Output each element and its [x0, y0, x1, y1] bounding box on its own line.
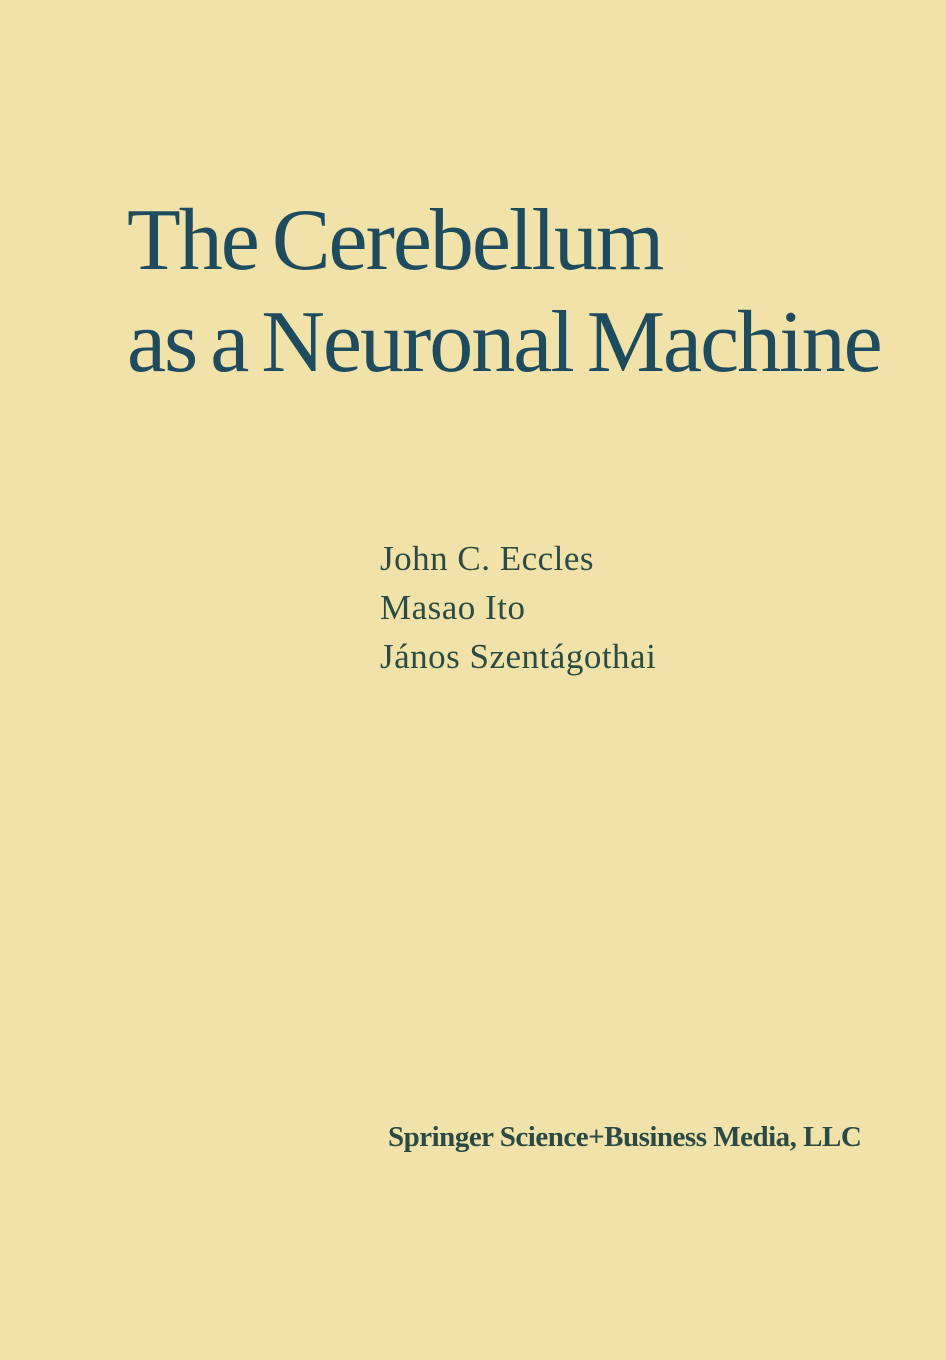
author-list: [380, 534, 656, 681]
author-name-2: Masao Ito: [380, 588, 526, 627]
book-title: [127, 190, 881, 394]
book-title-line-2: as a Neuronal Machine: [127, 294, 881, 391]
publisher-name: Springer Science+Business Media, LLC: [388, 1121, 862, 1153]
publisher-imprint: [388, 1120, 861, 1154]
author-name-1: John C. Eccles: [380, 539, 595, 578]
book-title-line-1: The Cerebellum: [127, 192, 663, 289]
author-name-3: János Szentágothai: [380, 637, 657, 676]
